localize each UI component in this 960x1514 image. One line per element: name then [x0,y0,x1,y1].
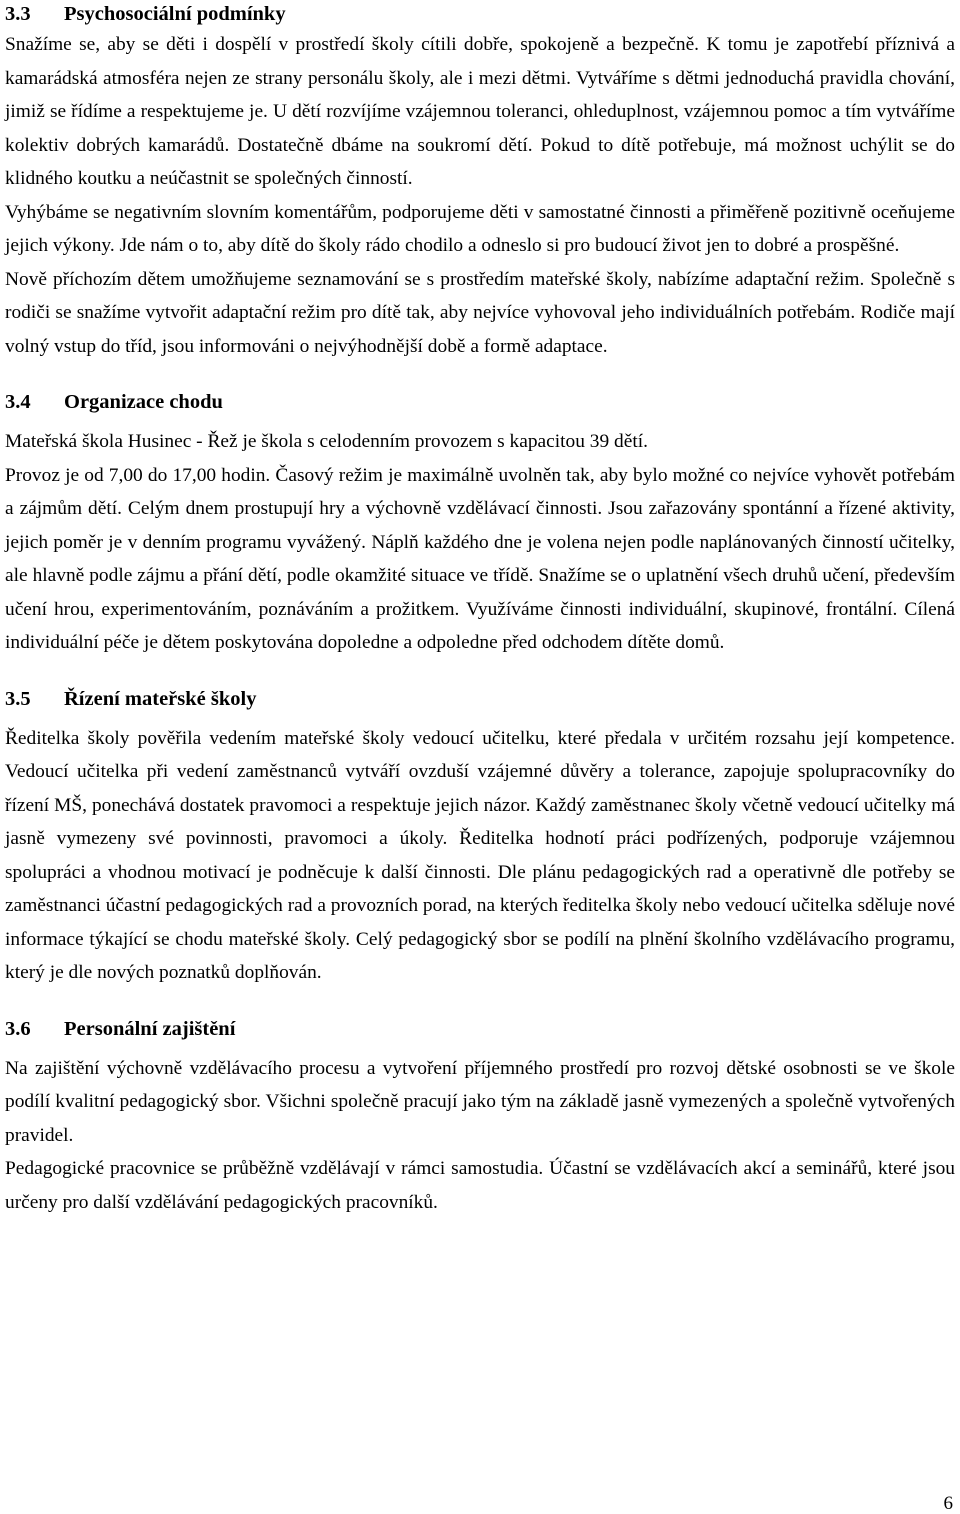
section-title: Řízení mateřské školy [64,687,257,710]
section-title: Organizace chodu [64,391,223,413]
paragraph: Provoz je od 7,00 do 17,00 hodin. Časový režim je maximálně uvolněn tak, aby bylo možné co nejvíce vyhovět potřebám a zájmům dětí. Celým dnem prostupují hry a výchovně vzdělávací činnosti. Jsou zařazovány spontánní a řízené aktivity, jejich poměr je v denním programu vyvážený. Náplň každého dne je volena nejen podle naplánovaných činností učitelky, ale hlavně podle zájmu a přání dětí, podle okamžité situace ve třídě. Snažíme se o uplatnění všech druhů učení, především učení hrou, experimentováním, poznáváním a prožitkem. Využíváme činnosti individuální, skupinové, frontální. Cílená individuální péče je dětem poskytována dopoledne a odpoledne před odchodem dítěte domů. [5,464,955,653]
paragraph: Pedagogické pracovnice se průběžně vzdělávají v rámci samostudia. Účastní se vzdělávacích akcí a seminářů, které jsou určeny pro další vzdělávání pedagogických pracovníků. [5,1158,955,1213]
section-number: 3.4 [5,391,31,413]
section-title: Personální zajištění [64,1017,236,1040]
section-heading [5,686,955,712]
section-3-3 [5,1,955,363]
section-3-5 [5,686,955,990]
section-heading [5,1,955,27]
section-number: 3.6 [5,1017,31,1040]
paragraph: Nově příchozím dětem umožňujeme seznamování se s prostředím mateřské školy, nabízíme adaptační režim. Společně s rodiči se snažíme vytvořit adaptační režim pro dítě tak, aby nejvíce vyhovoval jeho individuálních potřebám. Rodiče mají volný vstup do tříd, jsou informováni o nejvýhodnější době a formě adaptace. [5,268,955,357]
section-number: 3.5 [5,687,31,710]
paragraph: Na zajištění výchovně vzdělávacího procesu a vytvoření příjemného prostředí pro rozvoj dětské osobnosti se ve škole podílí kvalitní pedagogický sbor. Všichni společně pracují jako tým na základě jasně vymezených a společně vytvořených pravidel. [5,1057,955,1146]
page-number: 6 [943,1493,953,1514]
paragraph: Snažíme se, aby se děti i dospělí v prostředí školy cítili dobře, spokojeně a bezpečně. K tomu je zapotřebí příznivá a kamarádská atmosféra nejen ze strany personálu školy, ale i mezi dětmi. Vytváříme s dětmi jednoduchá pravidla chování, jimiž se řídíme a respektujeme je. U dětí rozvíjíme vzájemnou toleranci, ohleduplnost, vzájemnou pomoc a tím vytváříme kolektiv dobrých kamarádů. Dostatečně dbáme na soukromí dětí. Pokud to dítě potřebuje, má možnost uchýlit se do klidného koutku a neúčastnit se společných činností. [5,34,955,189]
section-number: 3.3 [5,3,31,25]
section-heading [5,389,955,415]
section-heading [5,1016,955,1042]
section-title: Psychosociální podmínky [64,3,286,25]
document-page [5,0,955,1219]
paragraph: Vyhýbáme se negativním slovním komentářům, podporujeme děti v samostatné činnosti a přiměřeně pozitivně oceňujeme jejich výkony. Jde nám o to, aby dítě do školy rádo chodilo a odneslo si pro budoucí život jen to dobré a prospěšné. [5,201,955,256]
section-3-6 [5,1016,955,1220]
section-3-4 [5,389,955,660]
paragraph: Mateřská škola Husinec - Řež je škola s celodenním provozem s kapacitou 39 dětí. [5,431,648,452]
paragraph: Ředitelka školy pověřila vedením mateřské školy vedoucí učitelku, které předala v určitém rozsahu její kompetence. Vedoucí učitelka při vedení zaměstnanců vytváří ovzduší vzájemné důvěry a tolerance, zapojuje spolupracovníky do řízení MŠ, ponechává dostatek pravomoci a respektuje jejich názor. Každý zaměstnanec školy včetně vedoucí učitelky má jasně vymezeny své povinnosti, pravomoci a úkoly. Ředitelka hodnotí práci podřízených, podporuje vzájemnou spolupráci a vhodnou motivací je podněcuje k další činnosti. Dle plánu pedagogických rad a operativně dle potřeby se zaměstnanci účastní pedagogických rad a provozních porad, na kterých ředitelka školy nebo vedoucí učitelka sděluje nové informace týkající se chodu mateřské školy. Celý pedagogický sbor se podílí na plnění školního vzdělávacího programu, který je dle nových poznatků doplňován. [5,727,955,983]
